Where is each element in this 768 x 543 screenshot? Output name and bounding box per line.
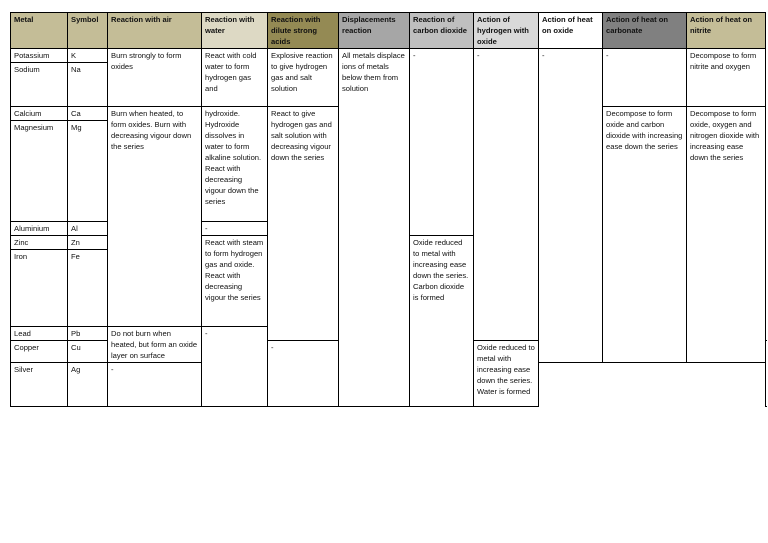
displacement-cell: All metals displace ions of metals below them from solution bbox=[339, 49, 410, 407]
metal-name: Potassium bbox=[11, 49, 68, 63]
metal-name: Zinc bbox=[11, 236, 68, 250]
metal-symbol: Ca bbox=[68, 107, 108, 121]
metal-symbol: Fe bbox=[68, 250, 108, 327]
co2-bottom-cell: Oxide reduced to metal with increasing ease down the series. Carbon dioxide is formed bbox=[410, 236, 474, 407]
hydrogen-top-cell: - bbox=[474, 49, 539, 341]
co2-top-cell: - bbox=[410, 49, 474, 236]
water-pb-ag-cell: - bbox=[202, 327, 268, 407]
acid-ca-pb-cell: React to give hydrogen gas and salt solution with decreasing vigour down the series bbox=[268, 107, 339, 341]
metal-symbol: Zn bbox=[68, 236, 108, 250]
metal-symbol: K bbox=[68, 49, 108, 63]
metal-symbol: Pb bbox=[68, 327, 108, 341]
table-row bbox=[11, 49, 766, 63]
header-carbon-dioxide: Reaction of carbon dioxide bbox=[410, 13, 474, 49]
air-ag-cell: - bbox=[108, 363, 202, 407]
header-row bbox=[11, 13, 766, 49]
metal-name: Silver bbox=[11, 363, 68, 407]
water-ca-mg-cell: hydroxide. Hydroxide dissolves in water to form alkaline solution. React with decreasing vigour down the series bbox=[202, 107, 268, 222]
water-al-cell: - bbox=[202, 222, 268, 236]
header-heat-oxide: Action of heat on oxide bbox=[539, 13, 603, 49]
acid-k-na-cell: Explosive reaction to give hydrogen gas and salt solution bbox=[268, 49, 339, 107]
header-displacement: Displacements reaction bbox=[339, 13, 410, 49]
metal-symbol: Cu bbox=[68, 341, 108, 363]
metal-name: Lead bbox=[11, 327, 68, 341]
header-reaction-water: Reaction with water bbox=[202, 13, 268, 49]
heat-oxide-top-cell: - bbox=[539, 49, 603, 363]
header-symbol: Symbol bbox=[68, 13, 108, 49]
metal-name: Aluminium bbox=[11, 222, 68, 236]
metal-name: Calcium bbox=[11, 107, 68, 121]
hydrogen-bottom-cell: Oxide reduced to metal with increasing ease down the series. Water is formed bbox=[474, 341, 539, 407]
heat-carbonate-mid-cell: Decompose to form oxide and carbon dioxide with increasing ease down the series bbox=[603, 107, 687, 363]
water-zn-fe-cell: React with steam to form hydrogen gas and oxide. React with decreasing vigour the series bbox=[202, 236, 268, 327]
acid-cu-ag-cell: - bbox=[268, 341, 339, 407]
header-heat-nitrite: Action of heat on nitrite bbox=[687, 13, 766, 49]
metal-name: Copper bbox=[11, 341, 68, 363]
water-k-na-cell: React with cold water to form hydrogen gas and bbox=[202, 49, 268, 107]
metal-symbol: Na bbox=[68, 63, 108, 107]
metal-name: Sodium bbox=[11, 63, 68, 107]
header-reaction-acid: Reaction with dilute strong acids bbox=[268, 13, 339, 49]
metal-name: Iron bbox=[11, 250, 68, 327]
heat-nitrite-mid-cell: Decompose to form oxide, oxygen and nitrogen dioxide with increasing ease down the series bbox=[687, 107, 766, 363]
air-k-na-cell: Burn strongly to form oxides bbox=[108, 49, 202, 107]
heat-nitrite-top-cell: Decompose to form nitrite and oxygen bbox=[687, 49, 766, 107]
heat-carbonate-top-cell: - bbox=[603, 49, 687, 107]
header-metal: Metal bbox=[11, 13, 68, 49]
header-heat-carbonate: Action of heat on carbonate bbox=[603, 13, 687, 49]
metal-symbol: Al bbox=[68, 222, 108, 236]
header-reaction-air: Reaction with air bbox=[108, 13, 202, 49]
metal-symbol: Ag bbox=[68, 363, 108, 407]
air-pb-cu-cell: Do not burn when heated, but form an oxide layer on surface bbox=[108, 327, 202, 363]
chemistry-reactivity-table bbox=[10, 12, 765, 396]
metal-name: Magnesium bbox=[11, 121, 68, 222]
header-hydrogen-oxide: Action of hydrogen with oxide bbox=[474, 13, 539, 49]
air-ca-fe-cell: Burn when heated, to form oxides. Burn with decreasing vigour down the series bbox=[108, 107, 202, 327]
metal-symbol: Mg bbox=[68, 121, 108, 222]
